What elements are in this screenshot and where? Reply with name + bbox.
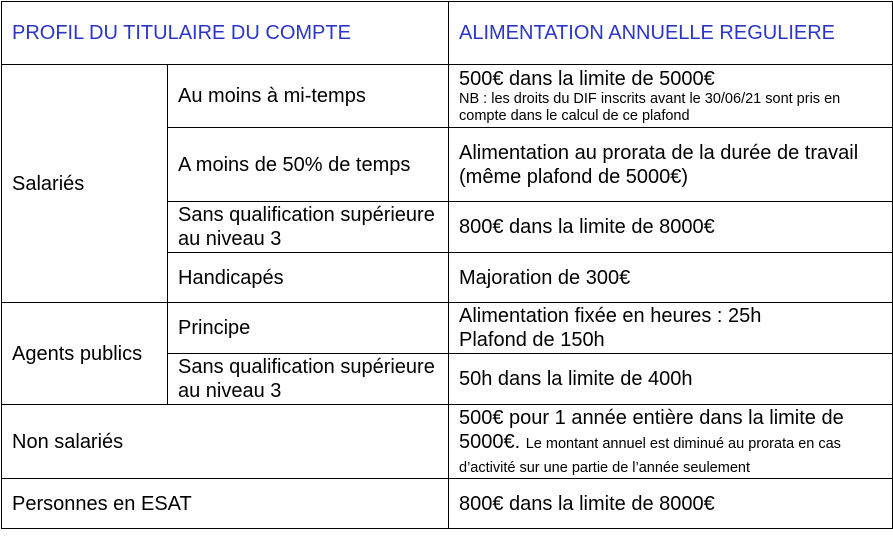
header-feed: ALIMENTATION ANNUELLE REGULIERE — [449, 2, 893, 65]
feed-note: Le montant annuel est diminué au prorata en cas d’activité sur une partie de l’année seulement — [459, 435, 841, 476]
category-esat: Personnes en ESAT — [2, 479, 449, 529]
feed-cell — [449, 128, 893, 202]
category-salaries: Salariés — [2, 65, 168, 303]
subcategory: Sans qualification supérieure au niveau 3 — [168, 202, 449, 253]
feed-note: NB : les droits du DIF inscrits avant le 30/06/21 sont pris en compte dans le calcul de ce plafond — [459, 91, 841, 124]
cpf-table — [1, 1, 893, 529]
feed-line: Plafond de 150h — [459, 329, 605, 351]
feed-main: 500€ pour 1 année entière dans la limite de 5000€. — [459, 406, 844, 453]
subcategory: Principe — [168, 303, 449, 354]
feed-cell — [449, 65, 893, 128]
header-row — [2, 2, 893, 65]
header-profile: PROFIL DU TITULAIRE DU COMPTE — [2, 2, 449, 65]
feed-cell: 800€ dans la limite de 8000€ — [449, 202, 893, 253]
table-row — [2, 303, 893, 354]
feed-line: (même plafond de 5000€) — [459, 165, 689, 188]
category-agents: Agents publics — [2, 303, 168, 405]
feed-cell: 800€ dans la limite de 8000€ — [449, 479, 893, 529]
subcategory: Sans qualification supérieure au niveau 3 — [168, 354, 449, 405]
subcategory: A moins de 50% de temps — [168, 128, 449, 202]
subcategory: Handicapés — [168, 253, 449, 303]
table-row — [2, 65, 893, 128]
feed-main: 500€ dans la limite de 5000€ — [459, 68, 715, 90]
feed-line: Alimentation fixée en heures : 25h — [459, 305, 762, 327]
table-row — [2, 405, 893, 479]
feed-line: Alimentation au prorata de la durée de travail — [459, 141, 859, 164]
category-non-salaries: Non salariés — [2, 405, 449, 479]
feed-cell: Majoration de 300€ — [449, 253, 893, 303]
feed-cell — [449, 303, 893, 354]
feed-cell: 50h dans la limite de 400h — [449, 354, 893, 405]
subcategory: Au moins à mi-temps — [168, 65, 449, 128]
table-row — [2, 479, 893, 529]
feed-cell — [449, 405, 893, 479]
